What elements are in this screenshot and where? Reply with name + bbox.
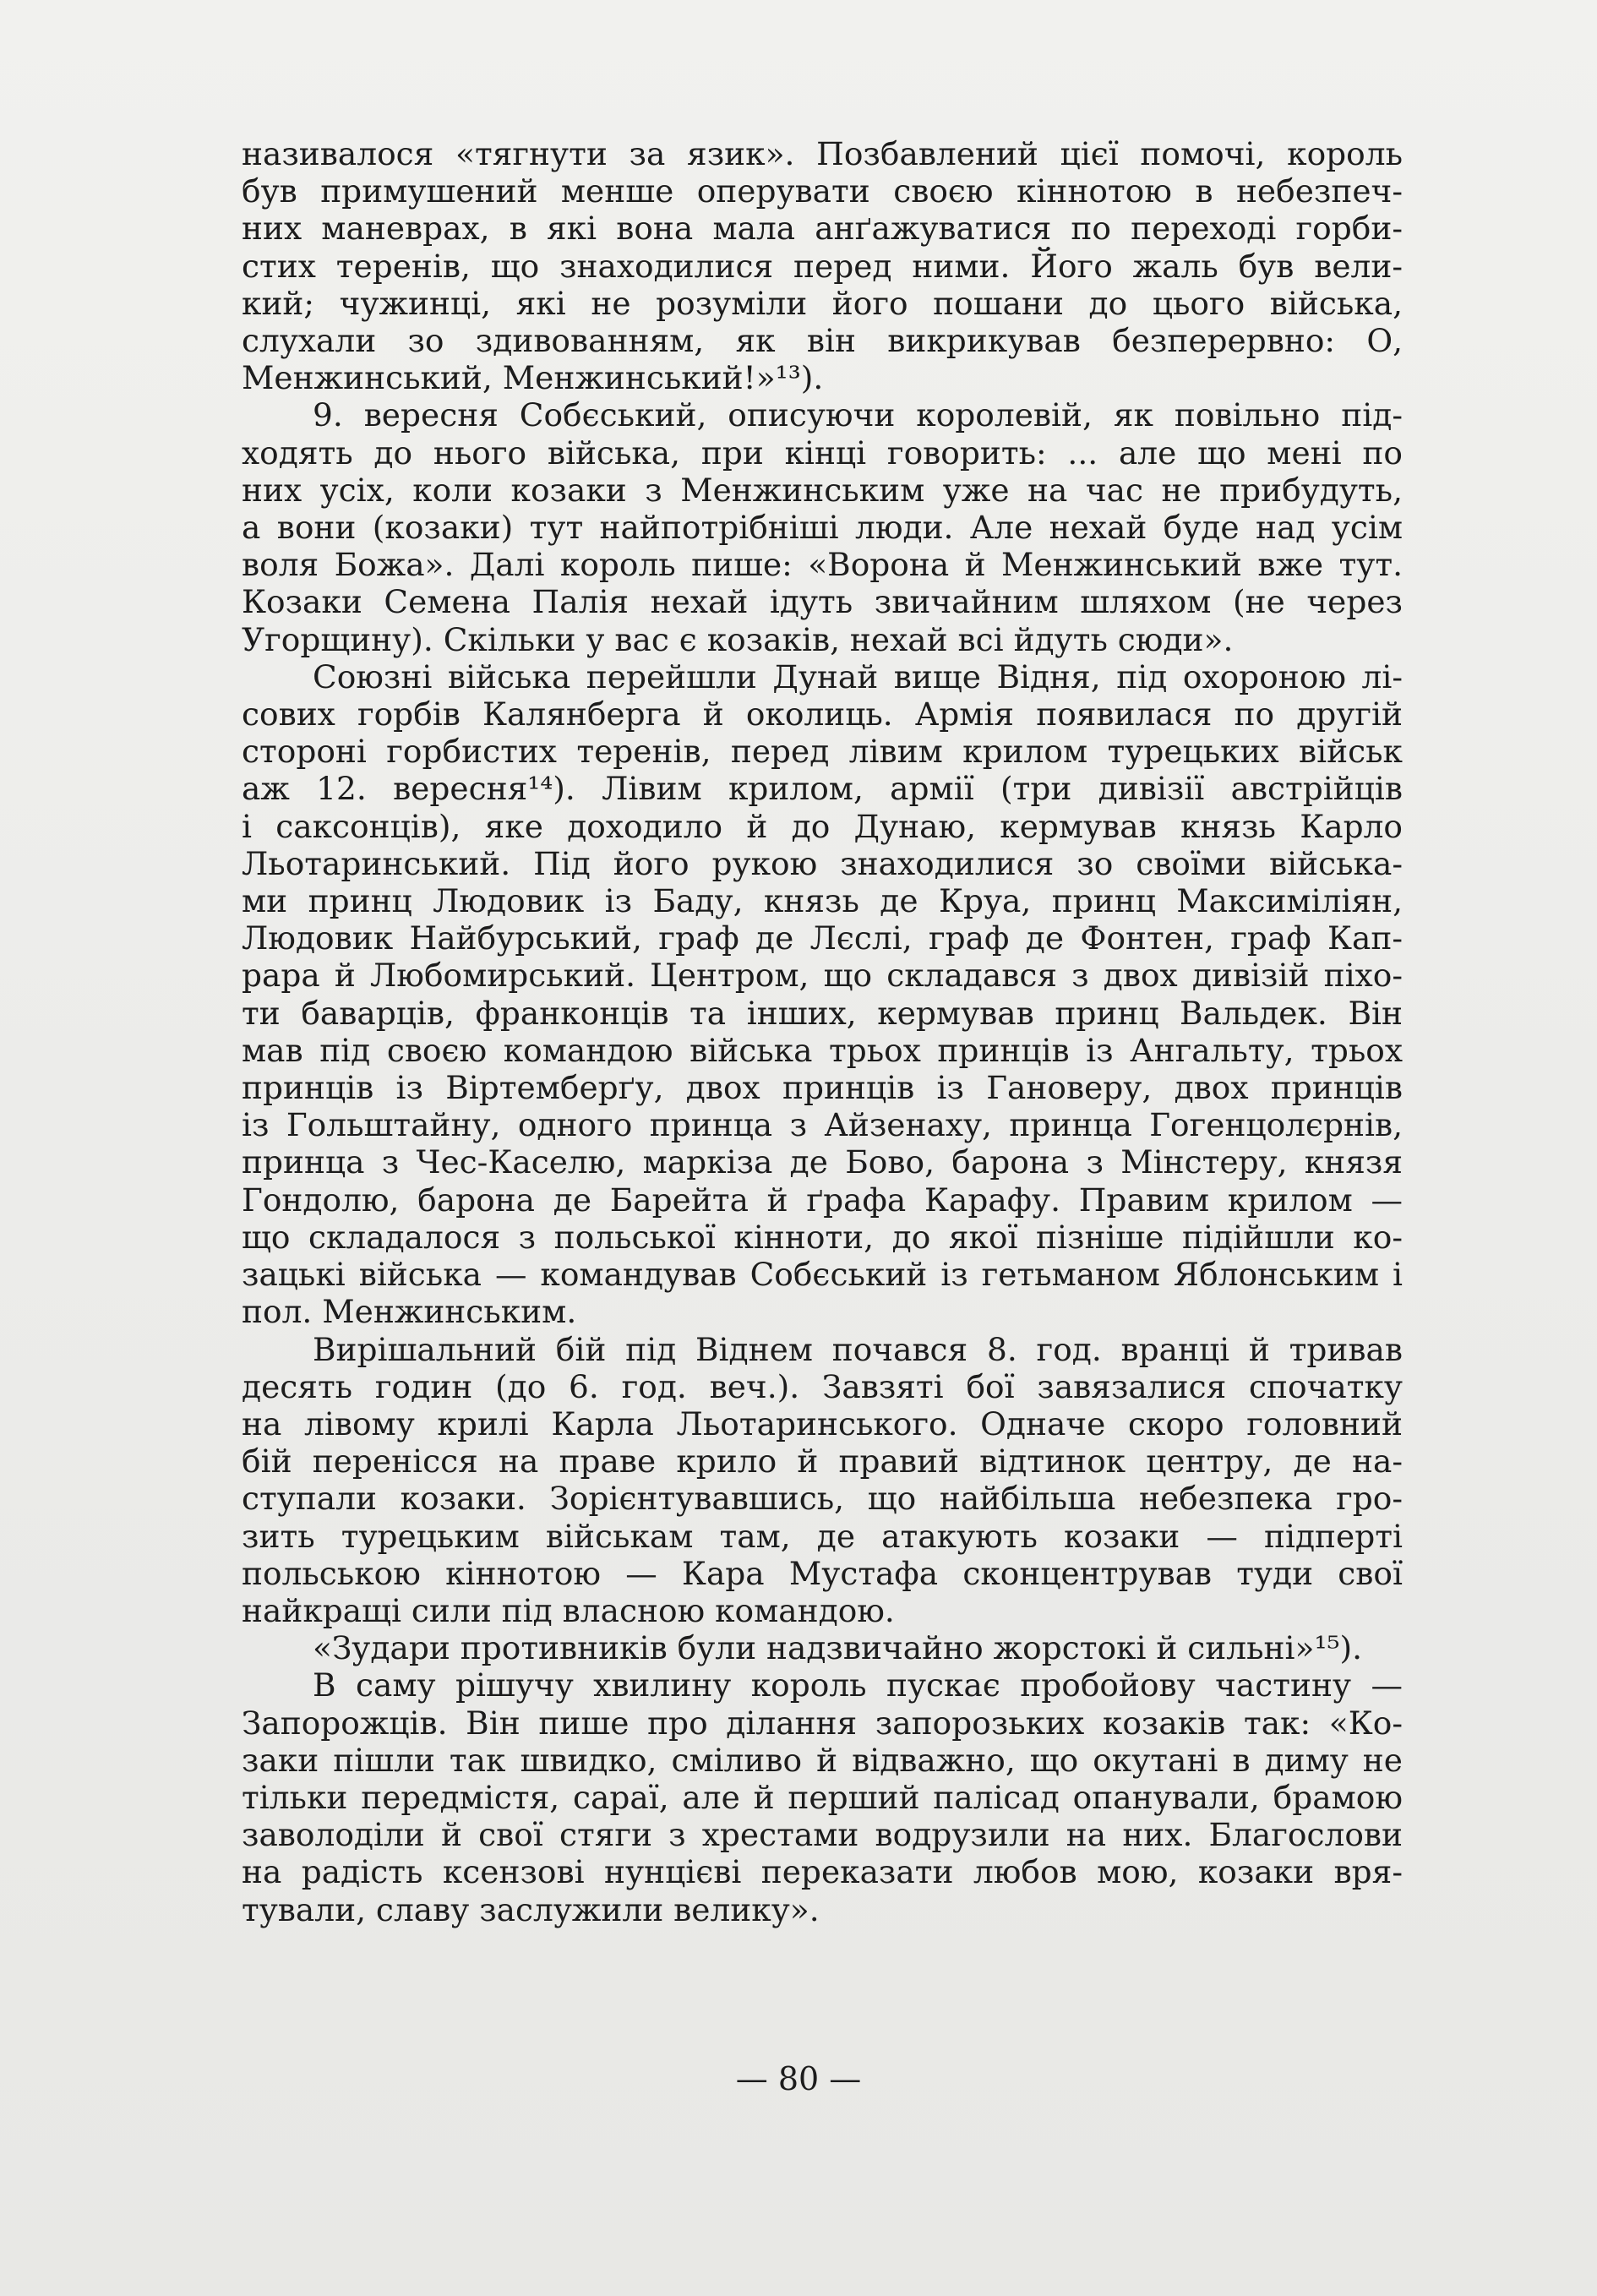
text-line: Козаки Семена Палія нехай ідуть звичайним шляхом (не через — [242, 583, 1403, 621]
text-line: бій перенісся на праве крило й правий відтинок центру, де на- — [242, 1442, 1403, 1481]
text-line: 9. вересня Собєський, описуючи королевій, як повільно під- — [313, 396, 1403, 434]
text-line: принца з Чес-Каселю, маркіза де Бово, барона з Мінстеру, князя — [242, 1143, 1403, 1181]
text-line: стих теренів, що знаходилися перед ними. Його жаль був вели- — [242, 247, 1403, 285]
text-line: Менжинський, Менжинський!»¹³). — [242, 359, 824, 397]
text-line: Вирішальний бій під Віднем почався 8. год. вранці й тривав — [313, 1330, 1403, 1368]
paragraph-2 — [242, 396, 1403, 657]
text-line: найкращі сили під власною командою. — [242, 1591, 895, 1629]
paragraph-5 — [242, 1629, 1403, 1666]
text-line: а вони (козаки) тут найпотрібніші люди. Але нехай буде над усім — [242, 509, 1403, 547]
paragraph-4 — [242, 1331, 1403, 1630]
text-line: зить турецьким військам там, де атакують козаки — підперті — [242, 1517, 1403, 1555]
text-line: ступали козаки. Зорієнтувавшись, що найбільша небезпека гро- — [242, 1480, 1403, 1518]
text-line: ходять до нього війська, при кінці говорить: ... але що мені по — [242, 434, 1403, 472]
text-line: стороні горбистих теренів, перед лівим крилом турецьких військ — [242, 733, 1403, 771]
text-line: заволоділи й свої стяги з хрестами водрузили на них. Благослови — [242, 1816, 1403, 1854]
body-text — [242, 135, 1403, 1928]
text-line: Гондолю, барона де Барейта й ґрафа Карафу. Правим крилом — — [242, 1181, 1403, 1219]
paragraph-1 — [242, 135, 1403, 396]
text-line: Льотаринський. Під його рукою знаходилися зо своїми війська- — [242, 844, 1403, 882]
text-line: них маневрах, в які вона мала анґажуватися по переході горби- — [242, 210, 1403, 248]
text-line: що складалося з польської кінноти, до якої пізніше підійшли ко- — [242, 1218, 1403, 1256]
text-line: слухали зо здивованням, як він викрикував безперервно: О, — [242, 322, 1403, 360]
text-line: зацькі війська — командував Собєський із гетьманом Яблонським і — [242, 1256, 1403, 1294]
text-line: аж 12. вересня¹⁴). Лівим крилом, армії (три дивізії австрійців — [242, 770, 1403, 808]
page-number: — 80 — — [735, 2060, 862, 2097]
text-line: них усіх, коли козаки з Менжинським уже на час не прибудуть, — [242, 471, 1403, 509]
text-line: заки пішли так швидко, сміливо й відважно, що окутані в диму не — [242, 1741, 1403, 1779]
text-line: Запорожців. Він пише про ділання запорозьких козаків так: «Ко- — [242, 1704, 1403, 1742]
text-line: сових горбів Калянберга й околиць. Армія появилася по другій — [242, 695, 1403, 734]
text-line: на радість ксензові нунцієві переказати любов мою, козаки вря- — [242, 1853, 1403, 1891]
text-line: кий; чужинці, які не розуміли його пошани до цього війська, — [242, 284, 1403, 322]
text-line: і саксонців), яке доходило й до Дунаю, кермував князь Карло — [242, 807, 1403, 845]
text-line: рара й Любомирський. Центром, що складався з двох дивізій піхо- — [242, 957, 1403, 995]
text-line: тільки передмістя, сараї, але й перший палісад опанували, брамою — [242, 1778, 1403, 1816]
text-line: називалося «тягнути за язик». Позбавлений цієї помочі, король — [242, 135, 1403, 172]
text-line: десять годин (до 6. год. веч.). Завзяті бої завязалися спочатку — [242, 1367, 1403, 1405]
text-line: із Гольштайну, одного принца з Айзенаху, принца Гогенцолєрнів, — [242, 1106, 1403, 1144]
text-line: був примушений менше оперувати своєю кіннотою в небезпеч- — [242, 172, 1403, 210]
text-line: ти баварців, франконців та інших, кермував принц Вальдек. Він — [242, 994, 1403, 1032]
text-line: «Зудари противників були надзвичайно жорстокі й сильні»¹⁵). — [313, 1629, 1363, 1667]
text-line: ми принц Людовик із Баду, князь де Круа, принц Максиміліян, — [242, 882, 1403, 920]
text-line: В саму рішучу хвилину король пускає пробойову частину — — [313, 1666, 1403, 1704]
text-line: польською кіннотою — Кара Мустафа сконцентрував туди свої — [242, 1554, 1403, 1592]
text-line: воля Божа». Далі король пише: «Ворона й Менжинський вже тут. — [242, 546, 1403, 584]
text-line: Людовик Найбурський, граф де Лєслі, граф де Фонтен, граф Кап- — [242, 919, 1403, 957]
text-line: принців із Віртемберґу, двох принців із Гановеру, двох принців — [242, 1069, 1403, 1107]
text-line: на лівому крилі Карла Льотаринського. Одначе скоро головний — [242, 1404, 1403, 1442]
text-line: Союзні війська перейшли Дунай вище Відня, під охороною лі- — [313, 657, 1403, 695]
text-line: Угорщину). Скільки у вас є козаків, нехай всі йдуть сюди». — [242, 620, 1234, 658]
text-line: тували, славу заслужили велику». — [242, 1890, 820, 1928]
paragraph-6 — [242, 1666, 1403, 1928]
text-line: пол. Менжинським. — [242, 1293, 577, 1331]
text-line: мав під своєю командою війська трьох принців із Ангальту, трьох — [242, 1031, 1403, 1069]
paragraph-3 — [242, 658, 1403, 1331]
